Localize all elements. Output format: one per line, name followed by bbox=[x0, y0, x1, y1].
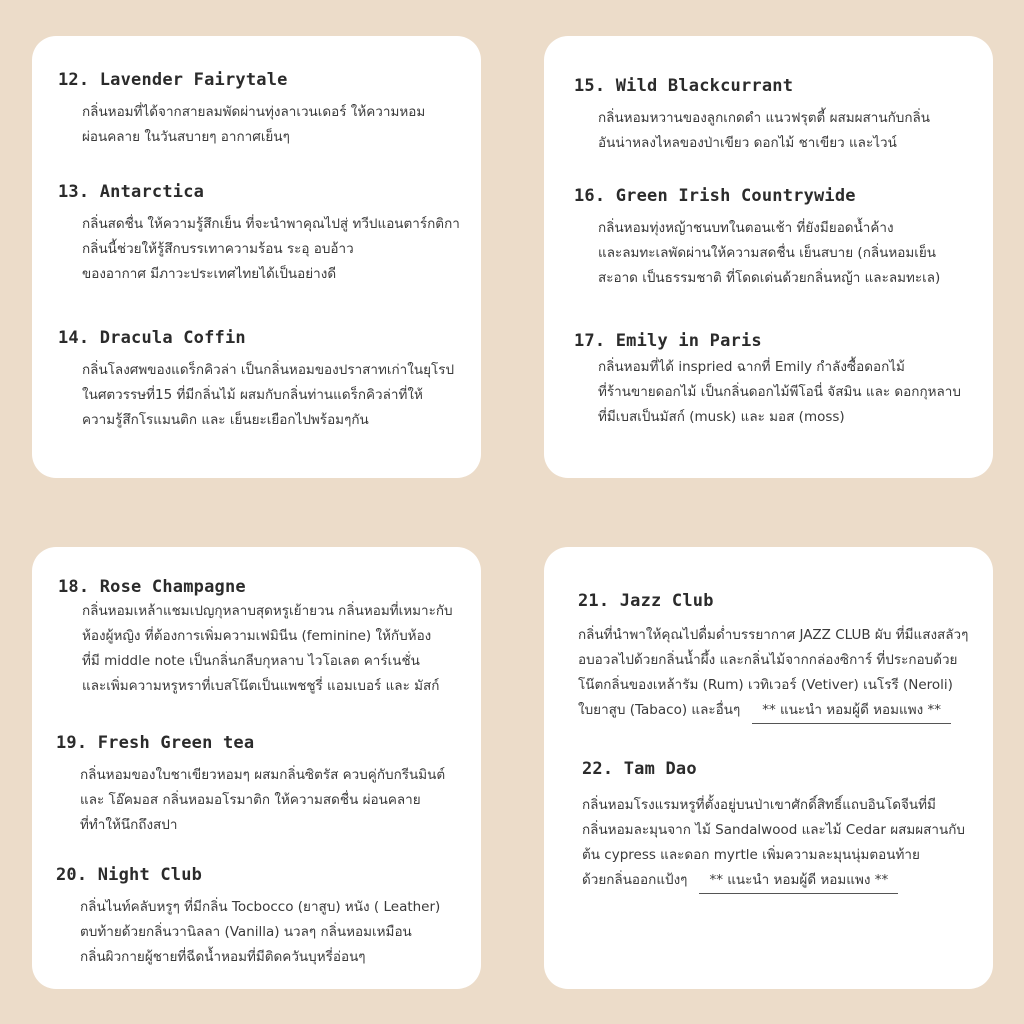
description-line: กลิ่นไนท์คลับหรูๆ ที่มีกลิ่น Tocbocco (ยาสูบ) หนัง ( Leather) bbox=[80, 899, 441, 915]
perfume-card-2 bbox=[544, 36, 993, 478]
item-title: 18. Rose Champagne bbox=[58, 577, 246, 597]
item-title: 14. Dracula Coffin bbox=[58, 328, 246, 348]
description-line: และเพิ่มความหรูหราที่เบสโน๊ตเป็นแพชชูรี่ แอมเบอร์ และ มัสก์ bbox=[82, 678, 440, 694]
item-description bbox=[58, 100, 425, 150]
description-line-text: ด้วยกลิ่นออกแป้งๆ bbox=[582, 872, 688, 888]
description-line: กลิ่นหอมหวานของลูกเกดดำ แนวฟรุตตี้ ผสมผสานกับกลิ่น bbox=[598, 110, 931, 126]
description-line: กลิ่นหอมเหล้าแชมเปญกุหลาบสุดหรูเย้ายวน กลิ่นหอมที่เหมาะกับ bbox=[82, 603, 453, 619]
description-line bbox=[578, 698, 968, 724]
item-18 bbox=[58, 577, 453, 699]
description-line: ที่มี middle note เป็นกลิ่นกลีบกุหลาบ ไวโอเลต คาร์เนชั่น bbox=[82, 653, 420, 669]
description-line: ที่ร้านขายดอกไม้ เป็นกลิ่นดอกไม้พีโอนี่ จัสมิน และ ดอกกุหลาบ bbox=[598, 384, 961, 400]
item-title: 13. Antarctica bbox=[58, 182, 205, 202]
description-line: อบอวลไปด้วยกลิ่นน้ำผึ้ง และกลิ่นไม้จากกล่องซิการ์ ที่ประกอบด้วย bbox=[578, 652, 958, 668]
item-description bbox=[58, 358, 454, 433]
description-line: กลิ่นนี้ช่วยให้รู้สึกบรรเทาความร้อน ระอุ อบอ้าว bbox=[82, 241, 354, 257]
description-line bbox=[582, 868, 965, 894]
description-line: กลิ่นหอมของใบชาเขียวหอมๆ ผสมกลิ่นซิตรัส ควบคู่กับกรีนมินต์ bbox=[80, 767, 446, 783]
recommend-note: ** แนะนำ หอมผู้ดี หอมแพง ** bbox=[752, 698, 951, 724]
item-title: 15. Wild Blackcurrant bbox=[574, 76, 794, 96]
perfume-card-3 bbox=[32, 547, 481, 989]
description-line: และลมทะเลพัดผ่านให้ความสดชื่น เย็นสบาย (กลิ่นหอมเย็น bbox=[598, 245, 937, 261]
item-description bbox=[56, 895, 440, 970]
item-22 bbox=[582, 759, 965, 894]
description-line: ห้องผู้หญิง ที่ต้องการเพิ่มความเฟมินีน (feminine) ให้กับห้อง bbox=[82, 628, 432, 644]
description-line: ในศตวรรษที่15 ที่มีกลิ่นไม้ ผสมกับกลิ่นท่านแดร็กคิวล่าที่ให้ bbox=[82, 387, 423, 403]
recommend-note: ** แนะนำ หอมผู้ดี หอมแพง ** bbox=[699, 868, 898, 894]
description-line: กลิ่นหอมละมุนจาก ไม้ Sandalwood และไม้ Cedar ผสมผสานกับ bbox=[582, 822, 965, 838]
description-line: กลิ่นหอมที่ได้จากสายลมพัดผ่านทุ่งลาเวนเดอร์ ให้ความหอม bbox=[82, 104, 426, 120]
description-line: ที่ทำให้นึกถึงสปา bbox=[80, 817, 178, 833]
item-description bbox=[582, 793, 965, 894]
description-line: ต้น cypress และดอก myrtle เพิ่มความละมุนนุ่มตอนท้าย bbox=[582, 847, 920, 863]
item-title: 21. Jazz Club bbox=[578, 591, 714, 611]
item-title: 16. Green Irish Countrywide bbox=[574, 186, 856, 206]
item-description bbox=[56, 763, 445, 838]
item-21 bbox=[578, 591, 968, 724]
description-line: กลิ่นสดชื่น ให้ความรู้สึกเย็น ที่จะนำพาคุณไปสู่ ทวีปแอนตาร์กติกา bbox=[82, 216, 460, 232]
item-20 bbox=[56, 865, 440, 970]
description-line: สะอาด เป็นธรรมชาติ ที่โดดเด่นด้วยกลิ่นหญ้า และลมทะเล) bbox=[598, 270, 941, 286]
item-title: 20. Night Club bbox=[56, 865, 203, 885]
perfume-card-1 bbox=[32, 36, 481, 478]
description-line-text: ใบยาสูบ (Tabaco) และอื่นๆ bbox=[578, 702, 741, 718]
description-line: กลิ่นที่นำพาให้คุณไปดื่มด่ำบรรยากาศ JAZZ CLUB ผับ ที่มีแสงสลัวๆ bbox=[578, 627, 969, 643]
description-line: อันน่าหลงไหลของป่าเขียว ดอกไม้ ชาเขียว และไวน์ bbox=[598, 135, 897, 151]
item-14 bbox=[58, 328, 454, 433]
description-line: กลิ่นหอมทุ่งหญ้าชนบทในตอนเช้า ที่ยังมียอดน้ำค้าง bbox=[598, 220, 894, 236]
item-17 bbox=[574, 331, 961, 430]
item-description bbox=[578, 623, 968, 724]
description-line: โน๊ตกลิ่นของเหล้ารัม (Rum) เวทิเวอร์ (Vetiver) เนโรรี (Neroli) bbox=[578, 677, 953, 693]
description-line: ผ่อนคลาย ในวันสบายๆ อากาศเย็นๆ bbox=[82, 129, 290, 145]
description-line: ที่มีเบสเป็นมัสก์ (musk) และ มอส (moss) bbox=[598, 409, 845, 425]
item-description bbox=[574, 216, 940, 291]
item-description bbox=[574, 106, 930, 156]
item-description bbox=[58, 599, 453, 699]
description-line: และ โอ๊คมอส กลิ่นหอมอโรมาติก ให้ความสดชื่น ผ่อนคลาย bbox=[80, 792, 421, 808]
item-title: 22. Tam Dao bbox=[582, 759, 697, 779]
item-description bbox=[58, 212, 460, 287]
description-line: ของอากาศ มีภาวะประเทศไทยได้เป็นอย่างดี bbox=[82, 266, 337, 282]
description-line: ความรู้สึกโรแมนติก และ เย็นยะเยือกไปพร้อมๆกัน bbox=[82, 412, 369, 428]
item-title: 19. Fresh Green tea bbox=[56, 733, 255, 753]
description-line: กลิ่นโลงศพของแดร็กคิวล่า เป็นกลิ่นหอมของปราสาทเก่าในยุโรป bbox=[82, 362, 455, 378]
item-15 bbox=[574, 76, 930, 156]
item-title: 17. Emily in Paris bbox=[574, 331, 762, 351]
item-title: 12. Lavender Fairytale bbox=[58, 70, 288, 90]
item-19 bbox=[56, 733, 445, 838]
item-16 bbox=[574, 186, 940, 291]
description-line: ตบท้ายด้วยกลิ่นวานิลลา (Vanilla) นวลๆ กลิ่นหอมเหมือน bbox=[80, 924, 412, 940]
perfume-card-4 bbox=[544, 547, 993, 989]
item-description bbox=[574, 355, 961, 430]
description-line: กลิ่นหอมโรงแรมหรูที่ตั้งอยู่บนป่าเขาศักดิ์สิทธิ์แถบอินโดจีนที่มี bbox=[582, 797, 936, 813]
description-line: กลิ่นหอมที่ได้ inspried ฉากที่ Emily กำลังซื้อดอกไม้ bbox=[598, 359, 905, 375]
item-12 bbox=[58, 70, 425, 150]
description-line: กลิ่นผิวกายผู้ชายที่ฉีดน้ำหอมที่มีติดควันบุหรี่อ่อนๆ bbox=[80, 949, 366, 965]
item-13 bbox=[58, 182, 460, 287]
